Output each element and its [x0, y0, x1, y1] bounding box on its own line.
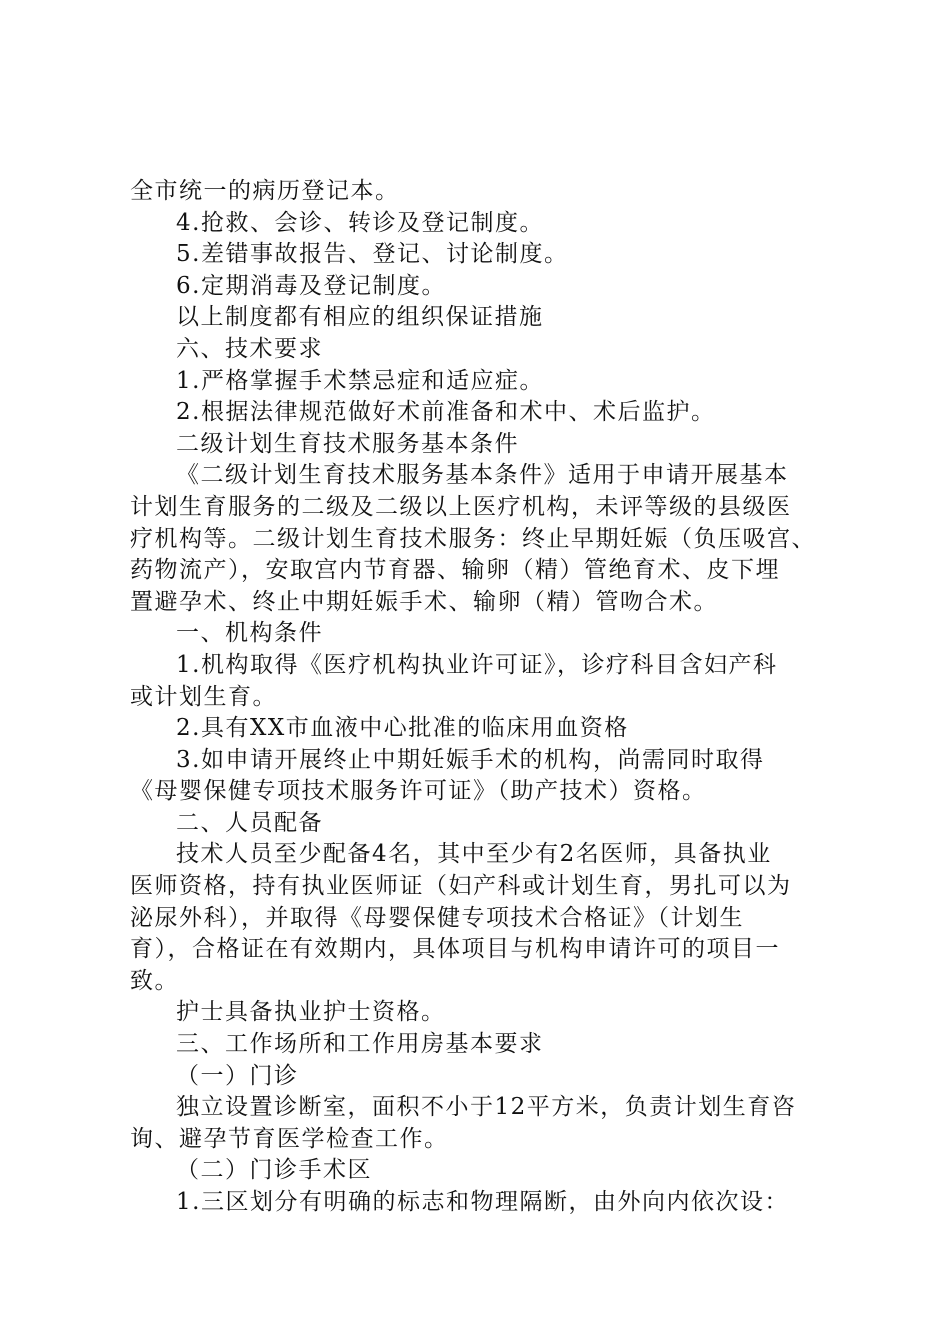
- text-line: 计划生育服务的二级及二级以上医疗机构，未评等级的县级医: [130, 493, 792, 520]
- section-heading: 三、工作场所和工作用房基本要求: [176, 1031, 544, 1058]
- document-title: 二级计划生育技术服务基本条件: [176, 430, 519, 457]
- section-heading: 二、人员配备: [176, 809, 323, 836]
- text-line: 以上制度都有相应的组织保证措施: [176, 304, 544, 331]
- text-line: 护士具备执业护士资格。: [176, 999, 446, 1026]
- text-line: 技术人员至少配备4名，其中至少有2名医师，具备执业: [176, 841, 772, 868]
- text-line: 2.具有XX市血液中心批准的临床用血资格: [176, 715, 629, 742]
- text-line: 致。: [130, 967, 179, 994]
- text-line: 《二级计划生育技术服务基本条件》适用于申请开展基本: [176, 462, 789, 489]
- text-line: 疗机构等。二级计划生育技术服务：终止早期妊娠（负压吸宫、: [130, 525, 816, 552]
- text-line: 询、避孕节育医学检查工作。: [130, 1125, 449, 1152]
- text-line: 1.严格掌握手术禁忌症和适应症。: [176, 367, 544, 394]
- text-line: 1.机构取得《医疗机构执业许可证》，诊疗科目含妇产科: [176, 651, 778, 678]
- subsection-heading: （一）门诊: [176, 1062, 299, 1089]
- text-line: 医师资格，持有执业医师证（妇产科或计划生育，男扎可以为: [130, 873, 792, 900]
- text-line: 置避孕术、终止中期妊娠手术、输卵（精）管吻合术。: [130, 588, 718, 615]
- text-line: 或计划生育。: [130, 683, 277, 710]
- document-body: [130, 176, 830, 1219]
- text-line: 育），合格证在有效期内，具体项目与机构申请许可的项目一: [130, 936, 780, 963]
- text-line: 5.差错事故报告、登记、讨论制度。: [176, 241, 569, 268]
- section-heading: 六、技术要求: [176, 335, 323, 362]
- text-line: 1.三区划分有明确的标志和物理隔断，由外向内依次设：: [176, 1189, 789, 1215]
- text-line: 《母婴保健专项技术服务许可证》（助产技术）资格。: [130, 778, 707, 805]
- text-line: 3.如申请开展终止中期妊娠手术的机构，尚需同时取得: [176, 746, 765, 773]
- text-line: 全市统一的病历登记本。: [130, 178, 400, 204]
- text-line: 药物流产），安取宫内节育器、输卵（精）管绝育术、皮下埋: [130, 557, 780, 584]
- text-line: 4.抢救、会诊、转诊及登记制度。: [176, 209, 544, 236]
- text-line: 泌尿外科），并取得《母婴保健专项技术合格证》（计划生: [130, 904, 744, 931]
- text-line: 独立设置诊断室，面积不小于12平方米，负责计划生育咨: [176, 1094, 797, 1121]
- text-line: 2.根据法律规范做好术前准备和术中、术后监护。: [176, 399, 716, 426]
- text-line: 6.定期消毒及登记制度。: [176, 272, 446, 299]
- section-heading: 一、机构条件: [176, 620, 323, 647]
- subsection-heading: （二）门诊手术区: [176, 1157, 372, 1184]
